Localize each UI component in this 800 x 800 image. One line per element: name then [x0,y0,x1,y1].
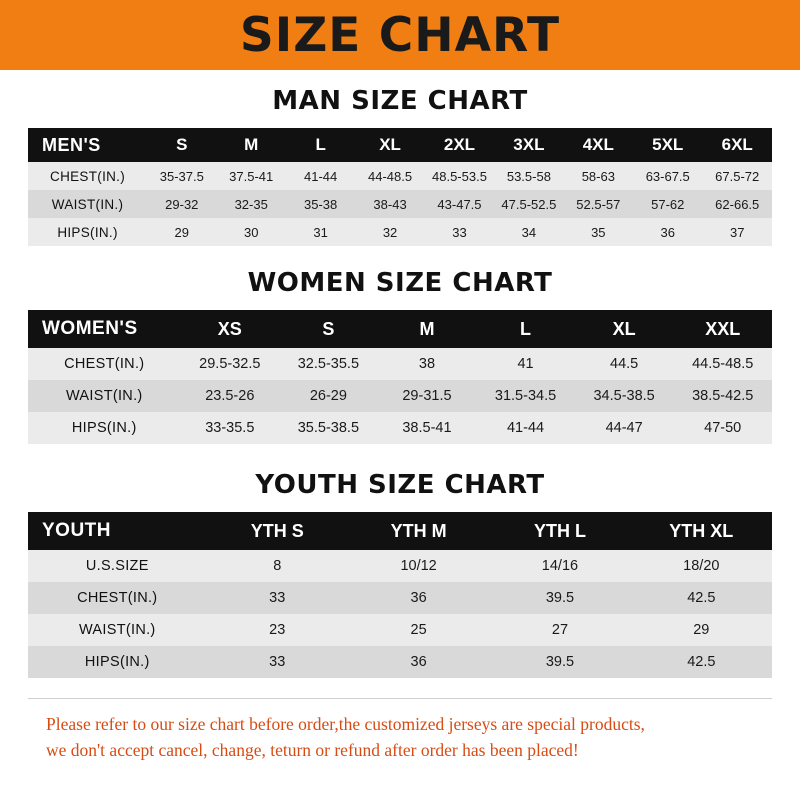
table-header-row [28,128,772,162]
row-label: WAIST(IN.) [28,614,207,646]
column-header: YOUTH [28,512,207,550]
table-cell: 18/20 [631,550,772,582]
note-line-1: Please refer to our size chart before order,the customized jerseys are special products, [46,714,645,734]
table-row [28,190,772,218]
table-cell: 62-66.5 [702,190,772,218]
column-header: L [476,310,575,348]
table-cell: 26-29 [279,380,378,412]
table-cell: 44.5 [575,348,674,380]
man-size-section [28,86,772,246]
table-cell: 27 [489,614,630,646]
table-cell: 39.5 [489,582,630,614]
table-cell: 37 [702,218,772,246]
table-cell: 32.5-35.5 [279,348,378,380]
column-header: YTH L [489,512,630,550]
table-cell: 41-44 [476,412,575,444]
table-cell: 10/12 [348,550,489,582]
row-label: HIPS(IN.) [28,646,207,678]
column-header: M [217,128,286,162]
table-cell: 63-67.5 [633,162,702,190]
table-cell: 52.5-57 [564,190,633,218]
table-cell: 57-62 [633,190,702,218]
table-cell: 44-47 [575,412,674,444]
table-cell: 32 [355,218,424,246]
table-cell: 35-37.5 [147,162,216,190]
table-cell: 44-48.5 [355,162,424,190]
table-cell: 47-50 [673,412,772,444]
table-cell: 30 [217,218,286,246]
table-cell: 23.5-26 [181,380,280,412]
column-header: YTH M [348,512,489,550]
table-cell: 38.5-41 [378,412,477,444]
table-cell: 29.5-32.5 [181,348,280,380]
row-label: HIPS(IN.) [28,412,181,444]
table-cell: 14/16 [489,550,630,582]
column-header: YTH S [207,512,348,550]
order-policy-note [28,698,772,774]
table-cell: 29 [631,614,772,646]
table-cell: 38.5-42.5 [673,380,772,412]
column-header: 2XL [425,128,494,162]
page-title: SIZE CHART [239,7,561,63]
table-cell: 29-32 [147,190,216,218]
table-row [28,550,772,582]
row-label: WAIST(IN.) [28,190,147,218]
row-label: HIPS(IN.) [28,218,147,246]
column-header: MEN'S [28,128,147,162]
column-header: WOMEN'S [28,310,181,348]
table-header-row [28,310,772,348]
table-cell: 35.5-38.5 [279,412,378,444]
table-row [28,412,772,444]
table-cell: 25 [348,614,489,646]
women-size-section [28,268,772,444]
table-cell: 34.5-38.5 [575,380,674,412]
column-header: XS [181,310,280,348]
table-cell: 36 [348,646,489,678]
youth-size-table [28,512,772,678]
table-cell: 36 [633,218,702,246]
column-header: L [286,128,355,162]
youth-section-title: YOUTH SIZE CHART [255,470,545,500]
table-cell: 35 [564,218,633,246]
row-label: CHEST(IN.) [28,348,181,380]
table-row [28,646,772,678]
row-label: CHEST(IN.) [28,582,207,614]
table-cell: 31.5-34.5 [476,380,575,412]
column-header: 3XL [494,128,563,162]
table-row [28,348,772,380]
table-cell: 35-38 [286,190,355,218]
women-section-title: WOMEN SIZE CHART [247,268,553,298]
table-cell: 32-35 [217,190,286,218]
row-label: CHEST(IN.) [28,162,147,190]
table-cell: 47.5-52.5 [494,190,563,218]
table-cell: 41-44 [286,162,355,190]
table-cell: 37.5-41 [217,162,286,190]
table-cell: 33 [207,582,348,614]
table-cell: 29 [147,218,216,246]
table-cell: 39.5 [489,646,630,678]
man-size-table [28,128,772,246]
column-header: YTH XL [631,512,772,550]
column-header: S [147,128,216,162]
table-cell: 67.5-72 [702,162,772,190]
table-cell: 29-31.5 [378,380,477,412]
table-cell: 8 [207,550,348,582]
column-header: 6XL [702,128,772,162]
column-header: M [378,310,477,348]
row-label: WAIST(IN.) [28,380,181,412]
table-cell: 33 [207,646,348,678]
table-row [28,582,772,614]
column-header: S [279,310,378,348]
column-header: 5XL [633,128,702,162]
table-cell: 31 [286,218,355,246]
table-row [28,218,772,246]
table-cell: 44.5-48.5 [673,348,772,380]
table-cell: 48.5-53.5 [425,162,494,190]
table-cell: 38 [378,348,477,380]
table-cell: 41 [476,348,575,380]
women-size-table [28,310,772,444]
man-section-title: MAN SIZE CHART [272,86,528,116]
page-header [0,0,800,70]
table-cell: 53.5-58 [494,162,563,190]
table-cell: 42.5 [631,646,772,678]
table-row [28,380,772,412]
table-cell: 42.5 [631,582,772,614]
table-cell: 34 [494,218,563,246]
table-cell: 23 [207,614,348,646]
column-header: 4XL [564,128,633,162]
table-cell: 58-63 [564,162,633,190]
table-cell: 43-47.5 [425,190,494,218]
table-row [28,614,772,646]
column-header: XL [355,128,424,162]
column-header: XXL [673,310,772,348]
table-cell: 36 [348,582,489,614]
column-header: XL [575,310,674,348]
youth-size-section [28,470,772,678]
table-header-row [28,512,772,550]
row-label: U.S.SIZE [28,550,207,582]
table-cell: 33 [425,218,494,246]
table-row [28,162,772,190]
chart-content [0,70,800,800]
note-line-2: we don't accept cancel, change, teturn or refund after order has been placed! [46,740,579,761]
table-cell: 33-35.5 [181,412,280,444]
table-cell: 38-43 [355,190,424,218]
